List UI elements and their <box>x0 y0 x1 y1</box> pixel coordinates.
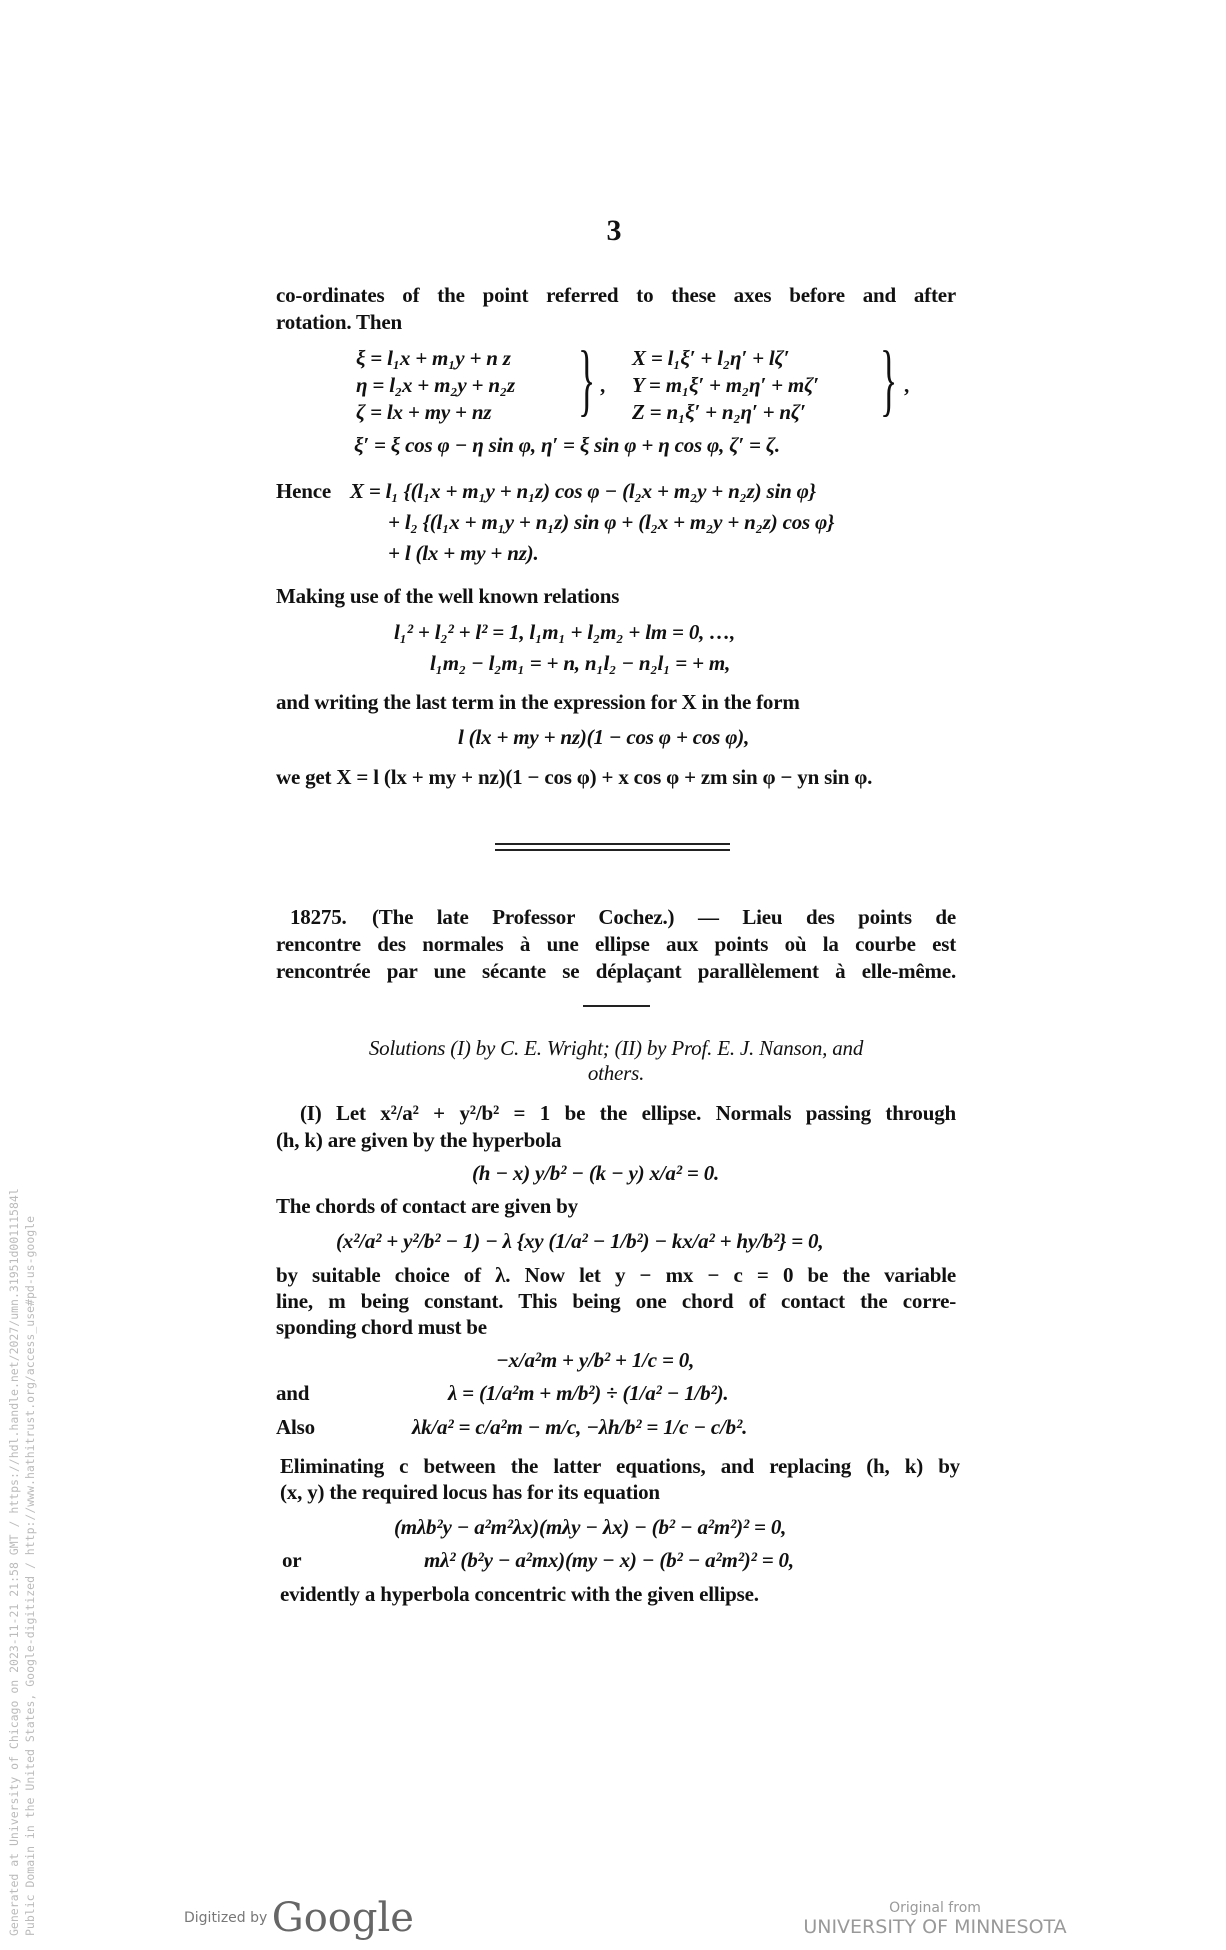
question-number: 18275. <box>290 905 347 929</box>
equation: X = l₁ξ′ + l₂η′ + lζ′ <box>632 346 790 370</box>
equation: mλ² (b²y − a²mx)(my − x) − (b² − a²m²)² = 0, <box>424 1548 794 1572</box>
equation: λk/a² = c/a²m − m/c, −λh/b² = 1/c − c/b². <box>412 1415 748 1439</box>
body-line: and writing the last term in the expression for X in the form <box>276 690 800 714</box>
equation: l (lx + my + nz)(1 − cos φ + cos φ), <box>458 725 750 749</box>
equation: Y = m₁ξ′ + m₂η′ + mζ′ <box>632 373 819 397</box>
original-from <box>770 1900 1100 1938</box>
question-heading: rencontre des normales à une ellipse aux points où la courbe est <box>276 932 956 956</box>
body-line: The chords of contact are given by <box>276 1194 578 1218</box>
equation: + l (lx + my + nz). <box>388 541 539 565</box>
equation: ξ′ = ξ cos φ − η sin φ, η′ = ξ sin φ + η cos φ, ζ′ = ζ. <box>354 433 780 457</box>
hathitrust-watermark <box>6 936 38 1936</box>
hence-label: Hence <box>276 479 331 503</box>
equation: X = l₁ {(l₁x + m₁y + n₁z) cos φ − (l₂x + m₂y + n₂z) sin φ} <box>350 479 816 503</box>
institution-name: UNIVERSITY OF MINNESOTA <box>803 1916 1067 1938</box>
body-line: Eliminating c between the latter equations, and replacing (h, k) by <box>280 1454 960 1478</box>
solutions-credit: Solutions (I) by C. E. Wright; (II) by Prof. E. J. Nanson, and <box>368 1036 864 1060</box>
equation: (mλb²y − a²m²λx)(mλy − λx) − (b² − a²m²)² = 0, <box>394 1515 787 1539</box>
equation: ξ = l₁x + m₁y + n z <box>356 346 511 370</box>
page-number: 3 <box>606 214 622 247</box>
right-brace: } <box>880 336 898 424</box>
comma: , <box>600 373 606 397</box>
google-logo: Google <box>271 1895 414 1941</box>
body-line: by suitable choice of λ. Now let y − mx − c = 0 be the variable <box>276 1263 956 1287</box>
solutions-credit: others. <box>587 1061 645 1085</box>
body-line: rotation. Then <box>276 310 402 334</box>
equation: λ = (1/a²m + m/b²) ÷ (1/a² − 1/b²). <box>448 1381 729 1405</box>
equation: ζ = lx + my + nz <box>356 400 492 424</box>
equation: (x²/a² + y²/b² − 1) − λ {xy (1/a² − 1/b²) − kx/a² + hy/b²} = 0, <box>336 1229 824 1253</box>
body-line: (x, y) the required locus has for its equation <box>280 1480 660 1504</box>
right-brace: } <box>578 336 596 424</box>
body-line: sponding chord must be <box>276 1315 487 1339</box>
watermark-line: Public Domain in the United States, Google-digitized / http://www.hathitrust.org/access_use#pd-us-google <box>23 1215 37 1936</box>
body-line: line, m being constant. This being one chord of contact the corre- <box>276 1289 956 1313</box>
equation: l₁² + l₂² + l² = 1, l₁m₁ + l₂m₂ + lm = 0, …, <box>394 620 736 644</box>
equation: l₁m₂ − l₂m₁ = + n, n₁l₂ − n₂l₁ = + m, <box>430 651 731 675</box>
divider <box>495 843 730 845</box>
equation: (h − x) y/b² − (k − y) x/a² = 0. <box>472 1161 720 1185</box>
original-from-label: Original from <box>889 1900 981 1916</box>
digitized-by-google <box>184 1895 414 1941</box>
equation: η = l₂x + m₂y + n₂z <box>356 373 515 397</box>
question-heading: (The late Professor Cochez.) — Lieu des points de <box>372 905 956 929</box>
watermark-line: Generated at University of Chicago on 2023-11-21 21:58 GMT / https://hdl.handle.net/2027/umn.31951d00111584l <box>7 1188 21 1936</box>
equation: −x/a²m + y/b² + 1/c = 0, <box>496 1348 695 1372</box>
body-line: evidently a hyperbola concentric with the given ellipse. <box>280 1582 759 1606</box>
body-line: (h, k) are given by the hyperbola <box>276 1128 562 1152</box>
comma: , <box>904 373 910 397</box>
divider <box>495 849 730 851</box>
body-line: (I) Let x²/a² + y²/b² = 1 be the ellipse. Normals passing through <box>300 1101 956 1125</box>
equation: Z = n₁ξ′ + n₂η′ + nζ′ <box>632 400 806 424</box>
equation: + l₂ {(l₁x + m₁y + n₁z) sin φ + (l₂x + m₂y + n₂z) cos φ} <box>388 510 835 534</box>
digitized-by-label: Digitized by <box>184 1910 268 1926</box>
body-line: co-ordinates of the point referred to these axes before and after <box>276 283 956 307</box>
body-line: we get X = l (lx + my + nz)(1 − cos φ) + x cos φ + zm sin φ − yn sin φ. <box>276 765 873 789</box>
also-label: Also <box>276 1415 315 1439</box>
or-label: or <box>282 1548 302 1572</box>
body-line: Making use of the well known relations <box>276 584 620 608</box>
question-heading: rencontrée par une sécante se déplaçant parallèlement à elle-même. <box>276 959 956 983</box>
divider <box>583 1005 650 1007</box>
and-label: and <box>276 1381 310 1405</box>
